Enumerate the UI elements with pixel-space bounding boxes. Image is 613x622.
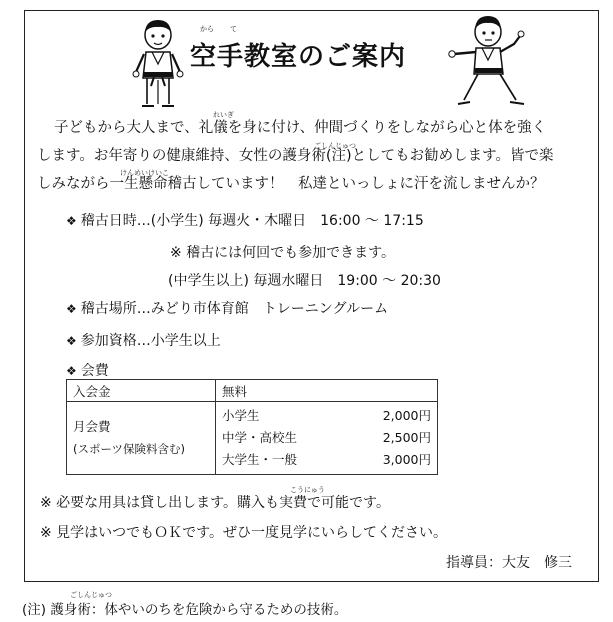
place-value: みどり市体育館 トレーニングルーム bbox=[150, 301, 389, 317]
entry-fee-value: 無料 bbox=[216, 380, 438, 402]
karate-kid-left-icon bbox=[132, 18, 184, 110]
category-elementary: 小学生 bbox=[222, 408, 260, 423]
amount-elementary: 2,000円 bbox=[382, 408, 431, 423]
intro-line-2: します。お年寄りの健康維持、女性の護身術(注)としてもお勧めします。皆で楽 bbox=[37, 148, 554, 164]
monthly-fee-label: 月会費 bbox=[73, 419, 111, 434]
eligibility-label: 参加資格… bbox=[80, 333, 151, 349]
eligibility-row bbox=[66, 330, 221, 350]
page-title: 空手教室のご案内 bbox=[190, 42, 407, 72]
schedule-elementary: (小学生) 毎週火・木曜日 16:00 ～ 17:15 bbox=[150, 213, 424, 229]
schedule-note: ※ 稽古には何回でも参加できます。 bbox=[170, 245, 396, 261]
fees-heading bbox=[66, 360, 109, 380]
schedule-label: 稽古日時… bbox=[80, 213, 151, 229]
footnote-ruby: ごしんじゅつ bbox=[70, 591, 112, 599]
place-row bbox=[66, 298, 388, 318]
diamond-bullet-icon: ❖ bbox=[66, 364, 77, 378]
category-adult: 大学生・一般 bbox=[222, 452, 298, 467]
monthly-categories bbox=[216, 402, 347, 475]
karate-kid-right-icon bbox=[446, 14, 530, 110]
ruby-kenmei: けんめいけいこ bbox=[120, 169, 169, 177]
title-ruby-te: て bbox=[230, 25, 237, 33]
fees-label: 会費 bbox=[80, 363, 109, 379]
diamond-bullet-icon: ❖ bbox=[66, 214, 77, 228]
monthly-fee-cell bbox=[67, 402, 216, 475]
monthly-amounts bbox=[346, 402, 437, 475]
diamond-bullet-icon: ❖ bbox=[66, 302, 77, 316]
intro-line-3: しみながら一生懸命稽古しています！ 私達といっしょに汗を流しませんか？ bbox=[37, 176, 545, 192]
table-row bbox=[67, 402, 438, 475]
monthly-fee-sub: (スポーツ保険料含む) bbox=[73, 442, 186, 456]
table-row bbox=[67, 380, 438, 402]
intro-line-1: 子どもから大人まで、礼儀を身に付け、仲間づくりをしながら心と体を強く bbox=[54, 120, 547, 136]
eligibility-value: 小学生以上 bbox=[150, 333, 221, 349]
category-highschool: 中学・高校生 bbox=[222, 430, 298, 445]
entry-fee-label: 入会金 bbox=[67, 380, 216, 402]
amount-adult: 3,000円 bbox=[382, 452, 431, 467]
fees-table bbox=[66, 379, 438, 475]
ruby-kounyu: こうにゅう bbox=[290, 486, 325, 494]
footnote: (注) 護身術：体やいのちを危険から守るための技術。 bbox=[22, 602, 348, 618]
place-label: 稽古場所… bbox=[80, 301, 151, 317]
visit-note: ※ 見学はいつでもＯＫです。ぜひ一度見学にいらしてください。 bbox=[40, 525, 448, 541]
schedule-junior-high: (中学生以上) 毎週水曜日 19:00 ～ 20:30 bbox=[168, 273, 441, 289]
amount-highschool: 2,500円 bbox=[382, 430, 431, 445]
schedule-row bbox=[66, 210, 424, 230]
ruby-goshinjutsu: ごしんじゅつ bbox=[314, 142, 356, 150]
ruby-reigi: れいぎ bbox=[213, 111, 234, 119]
equipment-note: ※ 必要な用具は貸し出します。購入も実費で可能です。 bbox=[40, 495, 390, 511]
title-ruby-kara: から bbox=[200, 25, 214, 33]
diamond-bullet-icon: ❖ bbox=[66, 334, 77, 348]
instructor: 指導員：大友 修三 bbox=[446, 555, 572, 571]
